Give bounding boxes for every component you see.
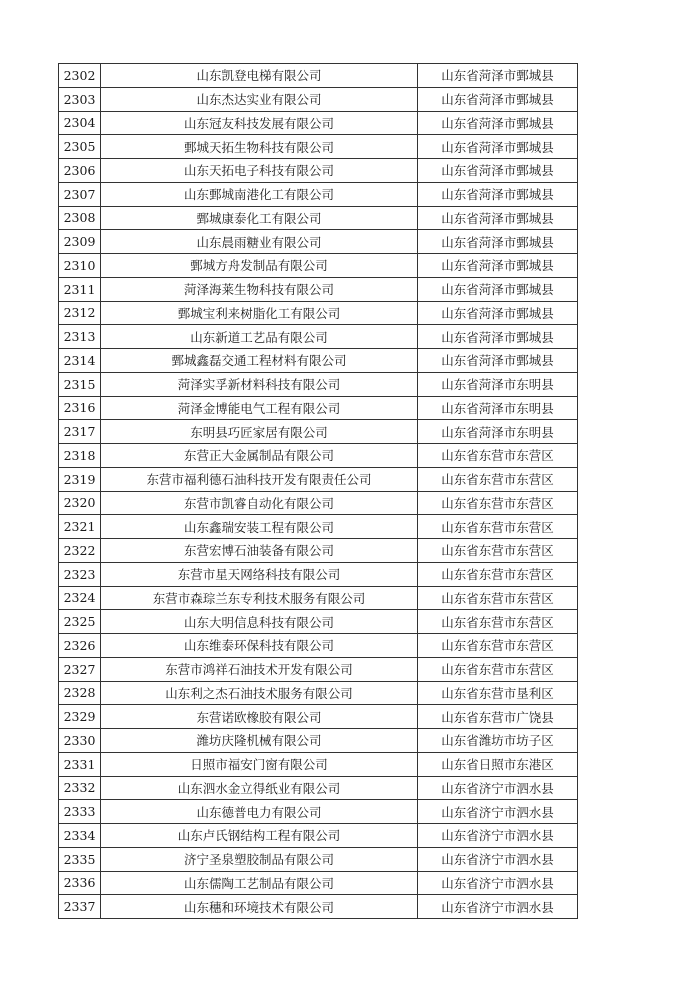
company-name: 山东泗水金立得纸业有限公司: [101, 776, 418, 800]
table-row: [59, 752, 578, 776]
region: 山东省东营市东营区: [418, 467, 578, 491]
table-row: [59, 586, 578, 610]
company-name: 鄄城天拓生物科技有限公司: [101, 135, 418, 159]
region: 山东省菏泽市东明县: [418, 372, 578, 396]
company-name: 山东鑫瑞安装工程有限公司: [101, 515, 418, 539]
region: 山东省菏泽市鄄城县: [418, 277, 578, 301]
row-number: 2303: [59, 87, 101, 111]
company-name: 鄄城方舟发制品有限公司: [101, 254, 418, 278]
region: 山东省日照市东港区: [418, 752, 578, 776]
row-number: 2310: [59, 254, 101, 278]
company-name: 菏泽实孚新材料科技有限公司: [101, 372, 418, 396]
region: 山东省济宁市泗水县: [418, 871, 578, 895]
table-row: [59, 111, 578, 135]
region: 山东省菏泽市鄄城县: [418, 135, 578, 159]
row-number: 2327: [59, 657, 101, 681]
row-number: 2316: [59, 396, 101, 420]
row-number: 2307: [59, 182, 101, 206]
region: 山东省东营市东营区: [418, 634, 578, 658]
table-row: [59, 135, 578, 159]
company-name: 潍坊庆隆机械有限公司: [101, 729, 418, 753]
region: 山东省东营市广饶县: [418, 705, 578, 729]
region: 山东省东营市东营区: [418, 657, 578, 681]
row-number: 2325: [59, 610, 101, 634]
company-name: 山东新道工艺品有限公司: [101, 325, 418, 349]
row-number: 2302: [59, 64, 101, 88]
region: 山东省菏泽市鄄城县: [418, 182, 578, 206]
row-number: 2330: [59, 729, 101, 753]
table-row: [59, 396, 578, 420]
row-number: 2306: [59, 159, 101, 183]
row-number: 2333: [59, 800, 101, 824]
row-number: 2309: [59, 230, 101, 254]
region: 山东省菏泽市鄄城县: [418, 349, 578, 373]
table-row: [59, 871, 578, 895]
company-name: 东营宏博石油装备有限公司: [101, 539, 418, 563]
company-name: 鄄城鑫磊交通工程材料有限公司: [101, 349, 418, 373]
region: 山东省济宁市泗水县: [418, 800, 578, 824]
company-name: 山东维泰环保科技有限公司: [101, 634, 418, 658]
table-row: [59, 729, 578, 753]
company-name: 东营市星天网络科技有限公司: [101, 562, 418, 586]
region: 山东省菏泽市鄄城县: [418, 87, 578, 111]
region: 山东省菏泽市鄄城县: [418, 64, 578, 88]
company-name: 山东凯登电梯有限公司: [101, 64, 418, 88]
table-row: [59, 610, 578, 634]
company-name: 山东冠友科技发展有限公司: [101, 111, 418, 135]
company-name: 山东德普电力有限公司: [101, 800, 418, 824]
company-name: 山东晨雨糖业有限公司: [101, 230, 418, 254]
table-row: [59, 372, 578, 396]
row-number: 2314: [59, 349, 101, 373]
region: 山东省菏泽市鄄城县: [418, 230, 578, 254]
table-row: [59, 230, 578, 254]
row-number: 2328: [59, 681, 101, 705]
row-number: 2315: [59, 372, 101, 396]
table-row: [59, 539, 578, 563]
company-name: 东营市凯睿自动化有限公司: [101, 491, 418, 515]
region: 山东省济宁市泗水县: [418, 776, 578, 800]
row-number: 2318: [59, 444, 101, 468]
region: 山东省菏泽市鄄城县: [418, 159, 578, 183]
region: 山东省菏泽市鄄城县: [418, 301, 578, 325]
row-number: 2337: [59, 895, 101, 919]
region: 山东省东营市东营区: [418, 539, 578, 563]
company-name: 东营市鸿祥石油技术开发有限公司: [101, 657, 418, 681]
row-number: 2319: [59, 467, 101, 491]
table-body: [59, 64, 578, 919]
region: 山东省东营市东营区: [418, 491, 578, 515]
region: 山东省东营市东营区: [418, 515, 578, 539]
row-number: 2321: [59, 515, 101, 539]
table-row: [59, 824, 578, 848]
table-row: [59, 562, 578, 586]
company-name: 鄄城康泰化工有限公司: [101, 206, 418, 230]
row-number: 2326: [59, 634, 101, 658]
region: 山东省东营市垦利区: [418, 681, 578, 705]
table-row: [59, 515, 578, 539]
company-name: 济宁圣泉塑胶制品有限公司: [101, 847, 418, 871]
table-row: [59, 634, 578, 658]
table-row: [59, 277, 578, 301]
table-row: [59, 206, 578, 230]
table-row: [59, 325, 578, 349]
region: 山东省济宁市泗水县: [418, 824, 578, 848]
region: 山东省菏泽市东明县: [418, 396, 578, 420]
company-name: 菏泽金博能电气工程有限公司: [101, 396, 418, 420]
company-name: 菏泽海莱生物科技有限公司: [101, 277, 418, 301]
company-name: 东营市森琮兰东专利技术服务有限公司: [101, 586, 418, 610]
row-number: 2308: [59, 206, 101, 230]
company-name: 山东天拓电子科技有限公司: [101, 159, 418, 183]
row-number: 2311: [59, 277, 101, 301]
row-number: 2322: [59, 539, 101, 563]
table-row: [59, 87, 578, 111]
company-name: 鄄城宝利来树脂化工有限公司: [101, 301, 418, 325]
company-name: 山东大明信息科技有限公司: [101, 610, 418, 634]
row-number: 2320: [59, 491, 101, 515]
row-number: 2305: [59, 135, 101, 159]
region: 山东省东营市东营区: [418, 610, 578, 634]
row-number: 2317: [59, 420, 101, 444]
table-row: [59, 182, 578, 206]
row-number: 2324: [59, 586, 101, 610]
company-name: 山东鄄城南港化工有限公司: [101, 182, 418, 206]
table-row: [59, 657, 578, 681]
region: 山东省潍坊市坊子区: [418, 729, 578, 753]
region: 山东省菏泽市鄄城县: [418, 111, 578, 135]
table-row: [59, 420, 578, 444]
row-number: 2304: [59, 111, 101, 135]
company-table: [58, 63, 578, 919]
region: 山东省东营市东营区: [418, 444, 578, 468]
company-name: 东营市福利德石油科技开发有限责任公司: [101, 467, 418, 491]
table-row: [59, 776, 578, 800]
row-number: 2331: [59, 752, 101, 776]
table-row: [59, 895, 578, 919]
table-row: [59, 681, 578, 705]
company-name: 山东杰达实业有限公司: [101, 87, 418, 111]
region: 山东省东营市东营区: [418, 586, 578, 610]
company-name: 山东利之杰石油技术服务有限公司: [101, 681, 418, 705]
table-row: [59, 64, 578, 88]
region: 山东省菏泽市东明县: [418, 420, 578, 444]
table-row: [59, 349, 578, 373]
table-row: [59, 159, 578, 183]
company-name: 山东卢氏钢结构工程有限公司: [101, 824, 418, 848]
row-number: 2313: [59, 325, 101, 349]
region: 山东省东营市东营区: [418, 562, 578, 586]
company-name: 山东儒陶工艺制品有限公司: [101, 871, 418, 895]
region: 山东省菏泽市鄄城县: [418, 325, 578, 349]
table-row: [59, 800, 578, 824]
region: 山东省济宁市泗水县: [418, 895, 578, 919]
table-row: [59, 254, 578, 278]
row-number: 2336: [59, 871, 101, 895]
region: 山东省菏泽市鄄城县: [418, 206, 578, 230]
region: 山东省济宁市泗水县: [418, 847, 578, 871]
row-number: 2329: [59, 705, 101, 729]
table-row: [59, 467, 578, 491]
table-row: [59, 705, 578, 729]
row-number: 2332: [59, 776, 101, 800]
table-row: [59, 444, 578, 468]
company-name: 东营诺欧橡胶有限公司: [101, 705, 418, 729]
row-number: 2335: [59, 847, 101, 871]
region: 山东省菏泽市鄄城县: [418, 254, 578, 278]
company-name: 东明县巧匠家居有限公司: [101, 420, 418, 444]
company-name: 山东穗和环境技术有限公司: [101, 895, 418, 919]
company-name: 日照市福安门窗有限公司: [101, 752, 418, 776]
table-row: [59, 301, 578, 325]
row-number: 2323: [59, 562, 101, 586]
row-number: 2334: [59, 824, 101, 848]
row-number: 2312: [59, 301, 101, 325]
company-name: 东营正大金属制品有限公司: [101, 444, 418, 468]
table-row: [59, 491, 578, 515]
table-row: [59, 847, 578, 871]
